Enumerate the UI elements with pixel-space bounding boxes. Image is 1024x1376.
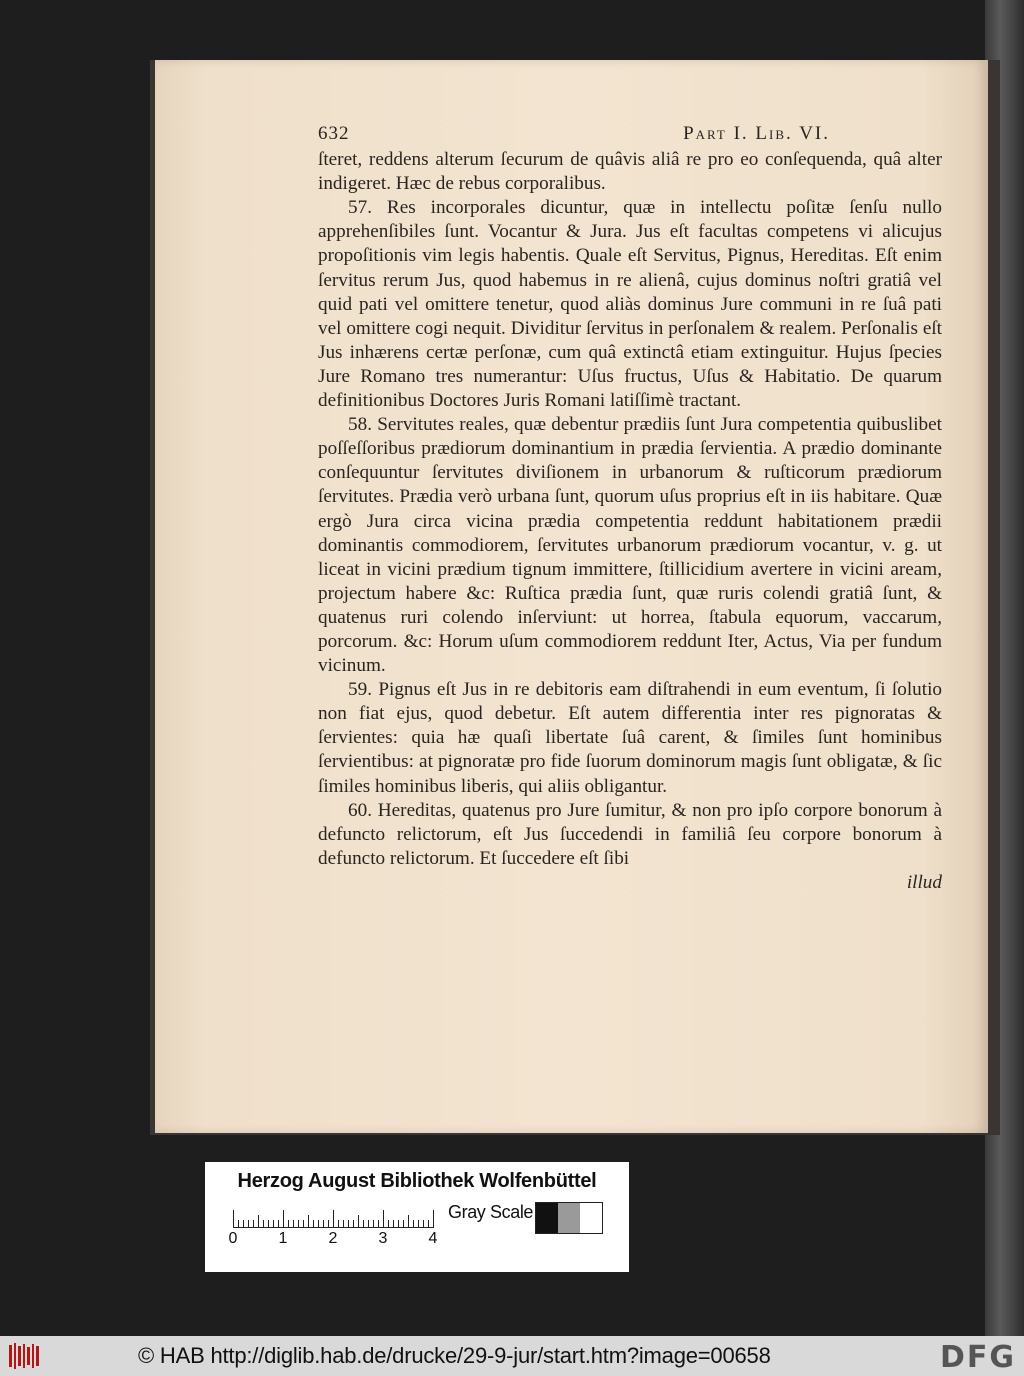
running-title: Part I. Lib. VI. (683, 123, 830, 144)
ruler-tick (233, 1210, 234, 1228)
catchword: illud (906, 871, 942, 893)
ruler-number: 2 (328, 1230, 338, 1247)
paragraph: 60. Hereditas, quatenus pro Jure ſumitur, & non pro ipſo corpore bonorum à defuncto relictorum, eſt Jus ſuccedendi in familiâ ſeu corpore bonorum à defuncto relictorum. Et ſuccedere eſt ſibi (318, 799, 942, 869)
gray-scale-bar (535, 1202, 603, 1234)
ruler-number: 4 (428, 1230, 438, 1247)
footer-bar (0, 1336, 1024, 1376)
footer-copyright-link[interactable]: © HAB http://diglib.hab.de/drucke/29-9-jur/start.htm?image=00658 (138, 1343, 771, 1368)
page-number: 632 (318, 123, 350, 144)
gray-swatch (580, 1203, 602, 1233)
paragraph: 59. Pignus eſt Jus in re debitoris eam diſtrahendi in eum eventum, ſi ſolutio non fiat ejus, quod debetur. Eſt autem differentia inter res pignoratas & ſervientes: quia hæ quaſi libertate ſuâ carent, & ſimiles ſunt hominibus ſervientibus: at pignoratæ pro fide ſuorum dominorum magis ſunt obligatæ, & ſic ſimiles hominibus liberis, qui aliis obligantur. (318, 679, 942, 797)
paragraph: ſteret, reddens alterum ſecurum de quâvis aliâ re pro eo conſequenda, quâ alter indigeret. Hæc de rebus corporalibus. (318, 149, 942, 195)
ruler-tick (333, 1210, 334, 1228)
ruler-number: 0 (228, 1230, 238, 1247)
paragraph: 57. Res incorporales dicuntur, quæ in intellectu poſitæ ſenſu nullo apprehenſibiles ſunt. Vocantur & Jura. Jus eſt facultas competens vi alicujus propoſitionis vim legis habentis. Quale eſt Servitus, Pignus, Hereditas. Eſt enim ſervitus rerum Jus, quod habemus in re alienâ, cujus dominus noſtri gratiâ vel quid pati vel omittere tenetur, quod aliàs dominus Jure communi in re ſuâ pati vel omittere cogi nequit. Dividitur ſervitus in perſonalem & realem. Perſonalis eſt Jus inhærens certæ perſonæ, cum quâ extinctâ etiam extinguitur. Hujus ſpecies Jure Romano tres numerantur: Uſus fructus, Uſus & Habitatio. De quarum definitionibus Doctores Juris Romani latiſſimè tractant. (318, 197, 942, 412)
page-text (318, 122, 942, 895)
ruler-number: 1 (278, 1230, 288, 1247)
ruler-tick (433, 1210, 434, 1228)
gray-swatch (558, 1203, 580, 1233)
ruler-tick (283, 1210, 284, 1228)
gray-swatch (536, 1203, 558, 1233)
library-name: Herzog August Bibliothek Wolfenbüttel (237, 1170, 597, 1192)
hab-barcode-logo-icon (8, 1342, 40, 1370)
ruler-baseline (233, 1227, 433, 1228)
ruler (227, 1206, 441, 1247)
library-color-card (205, 1162, 629, 1272)
running-head (318, 122, 942, 146)
paragraph: 58. Servitutes reales, quæ debentur prædiis ſunt Jura competentia quibuslibet poſſeſſoribus prædiorum dominantium in prædia ſervientia. A prædio dominante conſequuntur ſervitutes diviſionem in urbanorum & ruſticorum prædiorum ſervitutes. Prædia verò urbana ſunt, quorum uſus proprius eſt in iis habitare. Quæ ergò Jura circa vicina prædia competentia reddunt habitationem prædii dominantis commodiorem, ſervitutes urbanorum prædiorum vocantur, v. g. ut liceat in vicini prædium tignum immittere, ſtillicidium avertere in vicini aream, projectum habere &c: Ruſtica prædia ſunt, quæ ruris colendi gratiâ ſunt, & quatenus ruri colendo inſerviunt: ut horrea, ſtabula equorum, vaccarum, porcorum. &c: Horum uſum commodiorem reddunt Iter, Actus, Via per fundum vicinum. (318, 414, 942, 677)
gray-scale-label: Gray Scale (448, 1202, 534, 1222)
dfg-logo: DFG (939, 1340, 1016, 1375)
ruler-number: 3 (378, 1230, 388, 1247)
ruler-tick (383, 1210, 384, 1228)
